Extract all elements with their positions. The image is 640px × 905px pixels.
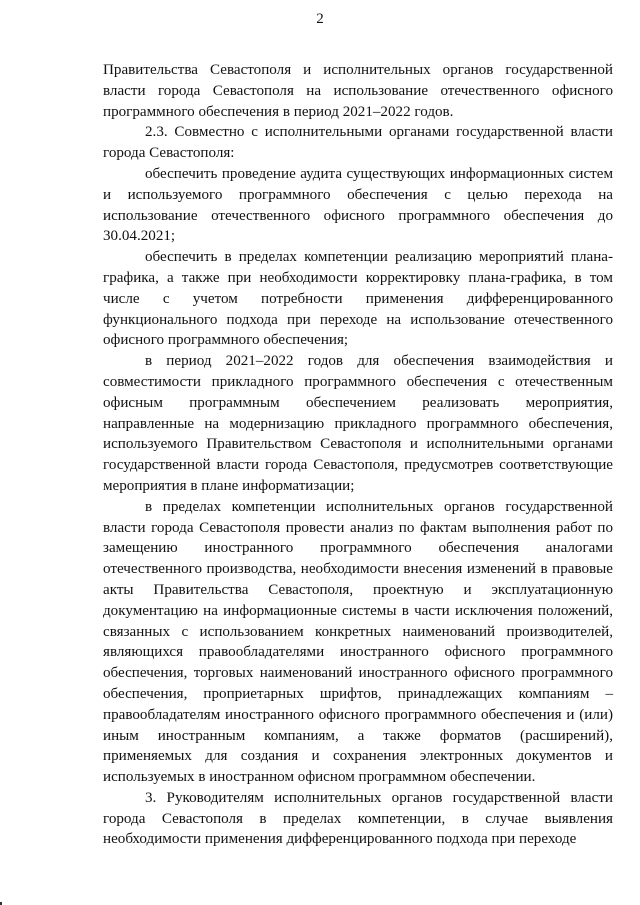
paragraph-analysis: в пределах компетенции исполнительных органов государственной власти города Севастополя провести анализ по фактам выполнения работ по замещению иностранного программного обеспечения аналогами отечественного производства, необходимости внесения изменений в правовые акты Правительства Севастополя, проектную и эксплуатационную документацию на информационные системы в части исключения положений, связанных с использованием конкретных наименований производителей, являющихся правообладателями иностранного офисного программного обеспечения, торговых наименований иностранного офисного программного обеспечения, проприетарных шрифтов, принадлежащих компаниям – правообладателям иностранного офисного программного обеспечения и (или) иным иностранным компаниям, а также форматов (расширений), применяемых для создания и сохранения электронных документов и используемых в иностранном офисном программном обеспечении. — [103, 498, 613, 786]
paragraph-continuation: Правительства Севастополя и исполнительных органов государственной власти города Севастополя на использование отечественного офисного программного обеспечения в период 2021–2022 годов. — [103, 62, 613, 120]
document-body — [103, 60, 613, 850]
paragraph-audit: обеспечить проведение аудита существующих информационных систем и используемого программного обеспечения с целью перехода на использование отечественного офисного программного обеспечения до 30.04.2021; — [103, 165, 613, 245]
paragraph-plan-schedule: обеспечить в пределах компетенции реализацию мероприятий плана-графика, а также при необходимости корректировку плана-графика, в том числе с учетом потребности применения дифференцированного функционального подхода при переходе на использование отечественного офисного программного обеспечения; — [103, 249, 613, 349]
page-number: 2 — [316, 11, 324, 27]
paragraph-2-3-heading: 2.3. Совместно с исполнительными органами государственной власти города Севастополя: — [103, 124, 613, 162]
paragraph-compatibility: в период 2021–2022 годов для обеспечения взаимодействия и совместимости прикладного программного обеспечения с отечественным офисным программным обеспечением реализовать мероприятия, направленные на модернизацию прикладного программного обеспечения, используемого Правительством Севастополя и исполнительными органами государственной власти города Севастополя, предусмотрев соответствующие мероприятия в плане информатизации; — [103, 353, 613, 494]
paragraph-3-heads: 3. Руководителям исполнительных органов государственной власти города Севастополя в пределах компетенции, в случае выявления необходимости применения дифференцированного подхода при переходе — [103, 789, 613, 848]
